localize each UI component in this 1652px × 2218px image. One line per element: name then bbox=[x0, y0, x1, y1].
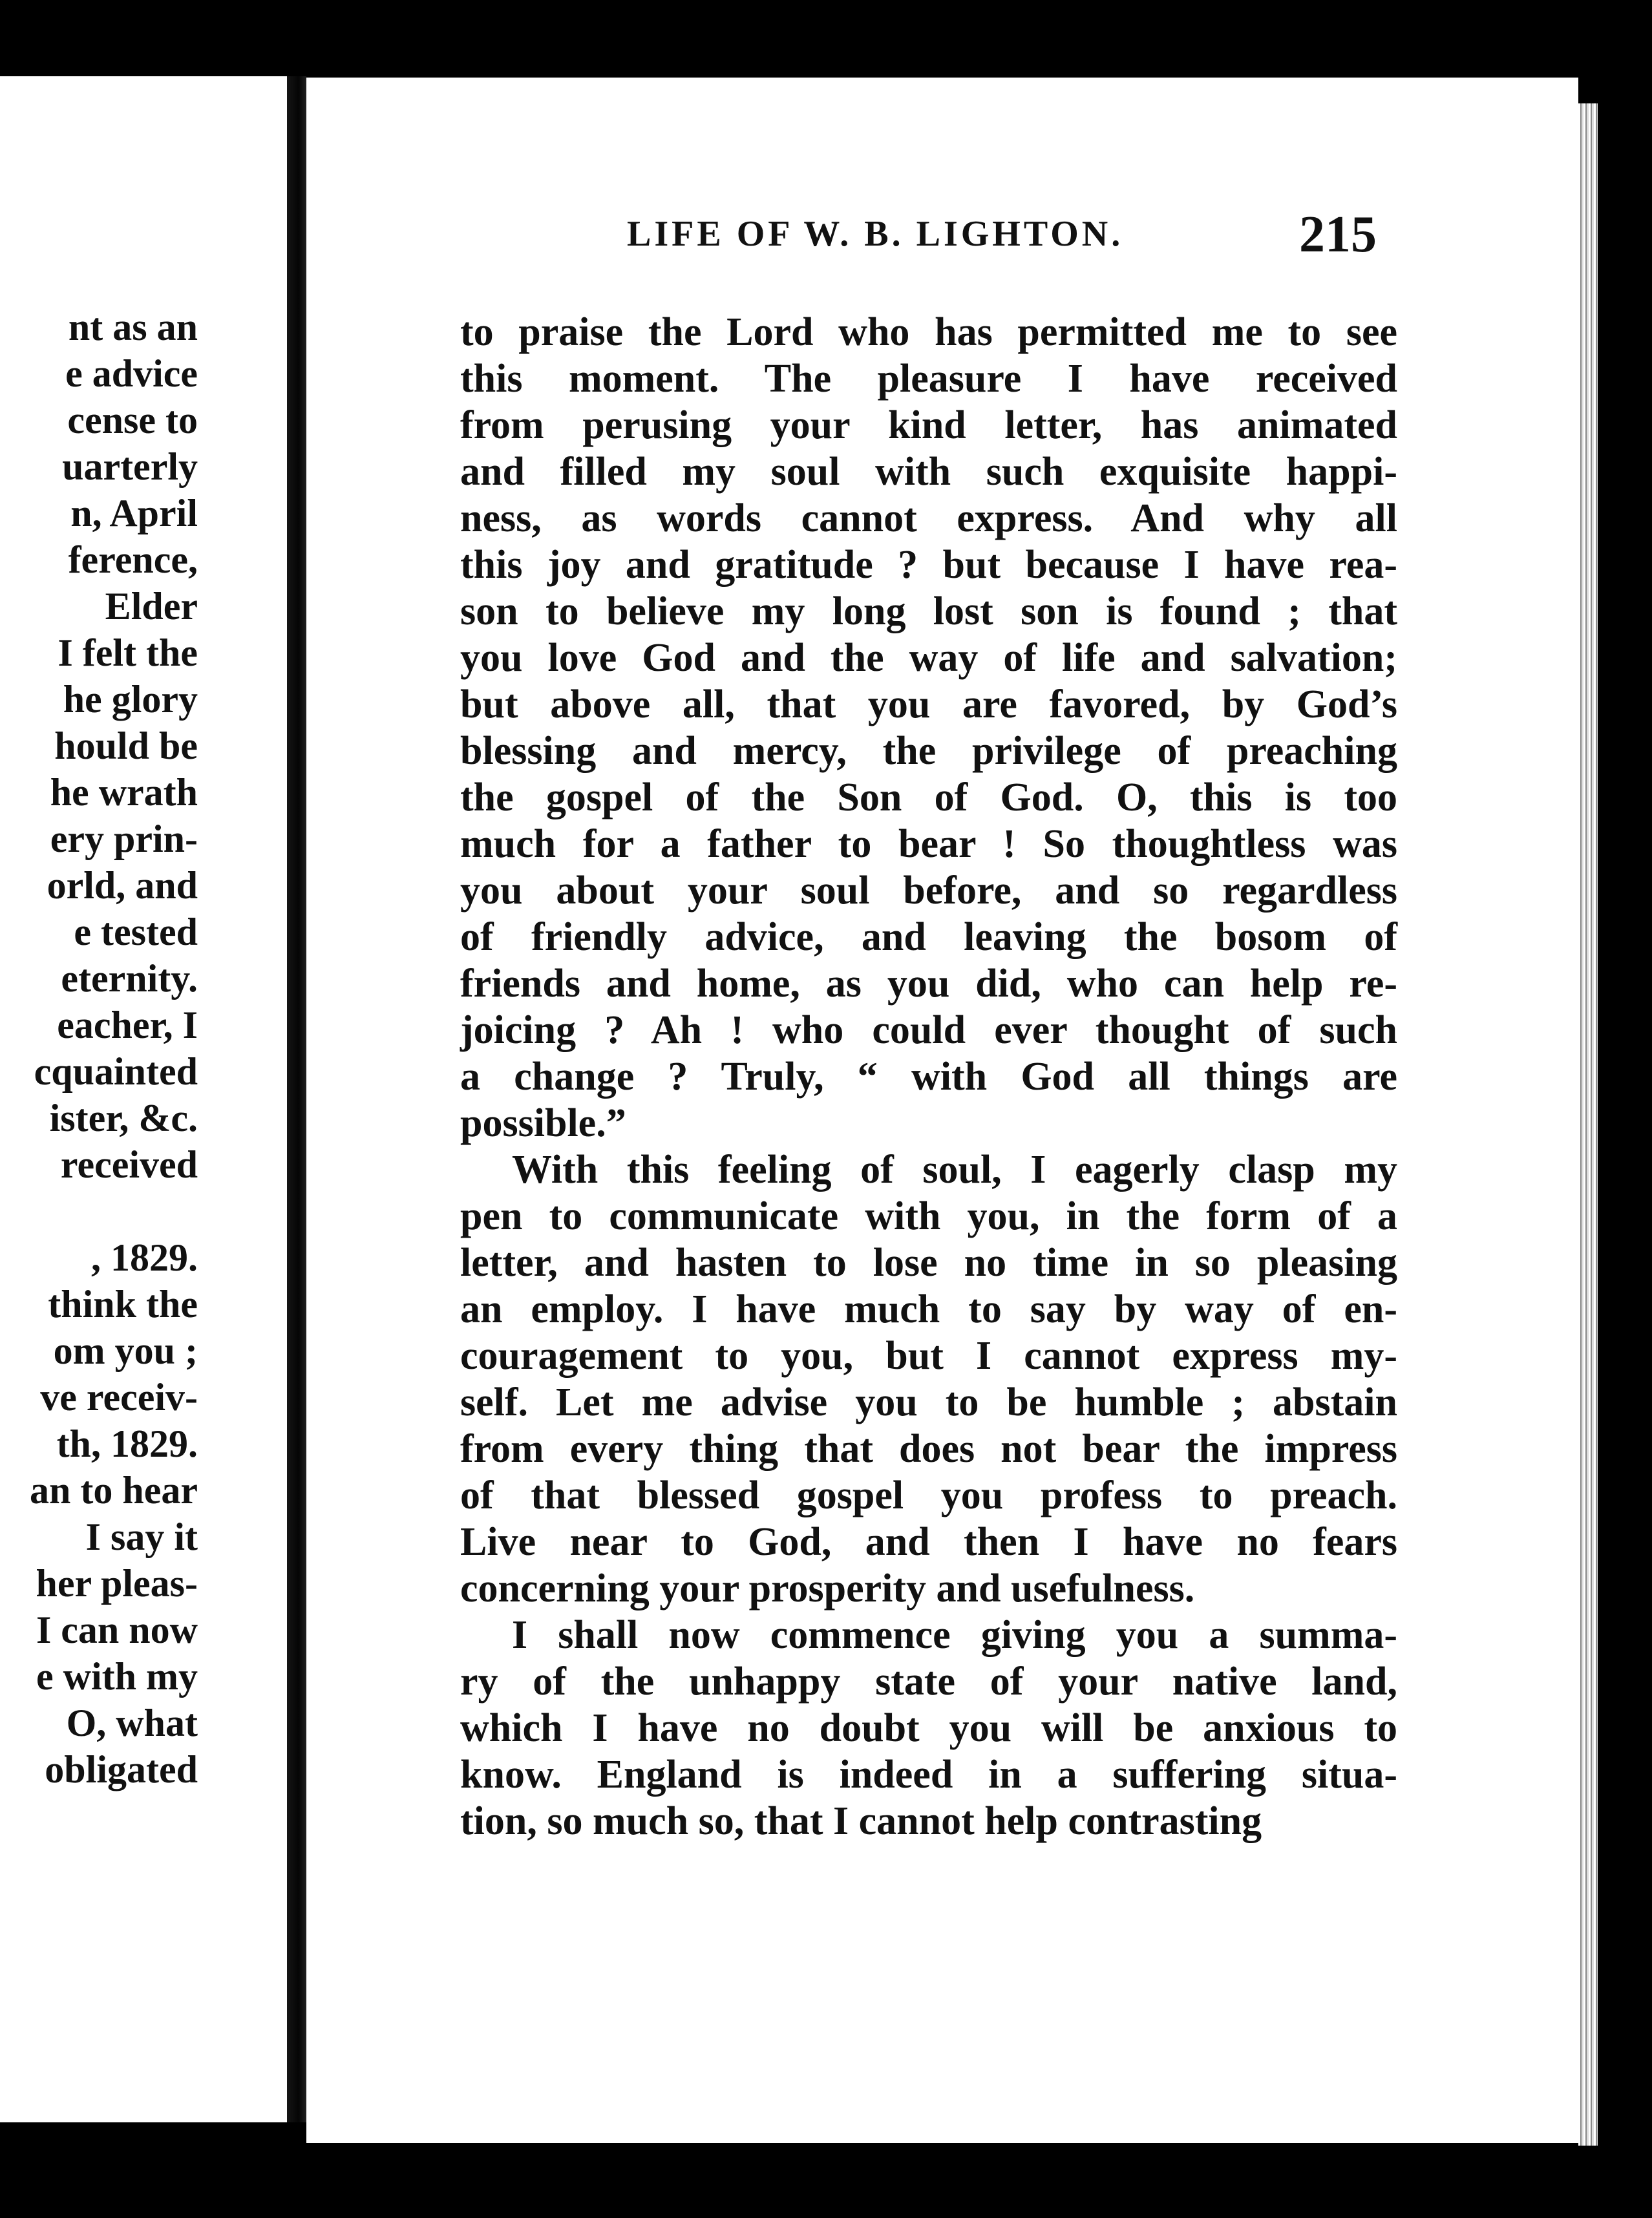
left-page-line: an to hear bbox=[30, 1469, 198, 1512]
left-page-line: , 1829. bbox=[91, 1236, 198, 1279]
text-line: and filled my soul with such exquisite happi- bbox=[460, 450, 1397, 494]
left-page-line: I say it bbox=[85, 1516, 198, 1558]
text-line: son to believe my long lost son is found ; that bbox=[460, 589, 1397, 633]
left-page-line: ference, bbox=[68, 538, 198, 581]
left-page-line: eternity. bbox=[61, 957, 198, 1000]
left-page-line: e advice bbox=[65, 352, 198, 395]
page-edge bbox=[1578, 103, 1598, 2146]
page-number: 215 bbox=[1299, 206, 1377, 263]
text-line: which I have no doubt you will be anxious to bbox=[460, 1706, 1397, 1750]
text-line: self. Let me advise you to be humble ; abstain bbox=[460, 1380, 1397, 1424]
left-page-line: nt as an bbox=[68, 306, 198, 348]
paragraph bbox=[460, 1612, 1397, 1844]
text-line: a change ? Truly, “ with God all things are bbox=[460, 1055, 1397, 1099]
left-page-line: e with my bbox=[36, 1655, 198, 1698]
left-page-line: Elder bbox=[105, 585, 198, 628]
left-page-line: I felt the bbox=[58, 631, 198, 674]
left-page-line: he wrath bbox=[50, 771, 198, 814]
text-line: friends and home, as you did, who can help re- bbox=[460, 962, 1397, 1006]
text-line: of that blessed gospel you profess to preach. bbox=[460, 1473, 1397, 1517]
text-line: Live near to God, and then I have no fears bbox=[460, 1520, 1397, 1564]
left-page-line: received bbox=[60, 1143, 198, 1186]
text-line: but above all, that you are favored, by God’s bbox=[460, 682, 1397, 726]
text-line: of friendly advice, and leaving the bosom of bbox=[460, 915, 1397, 959]
left-page-line: he glory bbox=[63, 678, 198, 721]
left-page-line: cense to bbox=[67, 399, 198, 441]
text-line: I shall now commence giving you a summa- bbox=[512, 1613, 1397, 1657]
book-gutter bbox=[287, 76, 306, 2122]
left-facing-page bbox=[0, 76, 287, 2122]
text-line: much for a father to bear ! So thoughtless was bbox=[460, 822, 1397, 866]
text-line: to praise the Lord who has permitted me to see bbox=[460, 310, 1397, 354]
text-line: letter, and hasten to lose no time in so pleasing bbox=[460, 1241, 1397, 1285]
left-page-line: obligated bbox=[45, 1748, 198, 1791]
text-line: ry of the unhappy state of your native land, bbox=[460, 1660, 1397, 1704]
left-page-line: cquainted bbox=[34, 1050, 198, 1093]
left-page-line: om you ; bbox=[53, 1329, 198, 1372]
body-text bbox=[460, 309, 1397, 1844]
left-page-line: her pleas- bbox=[36, 1562, 198, 1605]
left-page-line: hould be bbox=[54, 724, 198, 767]
text-line: from perusing your kind letter, has animated bbox=[460, 403, 1397, 447]
left-page-line: th, 1829. bbox=[56, 1422, 198, 1465]
text-line: tion, so much so, that I cannot help contrasting bbox=[460, 1799, 1262, 1843]
left-page-line: e tested bbox=[74, 911, 198, 953]
left-page-line: n, April bbox=[70, 492, 198, 534]
text-line: an employ. I have much to say by way of en- bbox=[460, 1287, 1397, 1331]
left-page-line: eacher, I bbox=[57, 1004, 198, 1046]
left-page-line: think the bbox=[48, 1283, 198, 1326]
text-line: this joy and gratitude ? but because I have rea- bbox=[460, 543, 1397, 587]
paragraph bbox=[460, 1146, 1397, 1612]
text-line: blessing and mercy, the privilege of preaching bbox=[460, 729, 1397, 773]
left-page-line: O, what bbox=[66, 1702, 198, 1744]
text-line: this moment. The pleasure I have received bbox=[460, 357, 1397, 401]
text-line: ness, as words cannot express. And why all bbox=[460, 496, 1397, 540]
text-line: from every thing that does not bear the impress bbox=[460, 1427, 1397, 1471]
text-line: possible.” bbox=[460, 1101, 626, 1145]
left-page-line: uarterly bbox=[62, 445, 198, 488]
text-line: you about your soul before, and so regardless bbox=[460, 869, 1397, 913]
text-line: With this feeling of soul, I eagerly clasp my bbox=[512, 1148, 1397, 1192]
text-line: know. England is indeed in a suffering situa- bbox=[460, 1753, 1397, 1797]
text-line: concerning your prosperity and usefulness. bbox=[460, 1567, 1195, 1611]
left-page-line: ve receiv- bbox=[40, 1376, 198, 1419]
left-page-line: I can now bbox=[36, 1609, 198, 1651]
paragraph bbox=[460, 309, 1397, 1146]
text-line: pen to communicate with you, in the form of a bbox=[460, 1194, 1397, 1238]
text-line: the gospel of the Son of God. O, this is too bbox=[460, 776, 1397, 819]
left-page-line: ister, &c. bbox=[49, 1097, 198, 1139]
text-line: you love God and the way of life and salvation; bbox=[460, 636, 1397, 680]
left-page-line: orld, and bbox=[47, 864, 198, 907]
text-line: joicing ? Ah ! who could ever thought of such bbox=[460, 1008, 1397, 1052]
running-head: LIFE OF W. B. LIGHTON. bbox=[627, 214, 1124, 254]
left-page-line: ery prin- bbox=[50, 818, 198, 860]
text-line: couragement to you, but I cannot express my- bbox=[460, 1334, 1397, 1378]
